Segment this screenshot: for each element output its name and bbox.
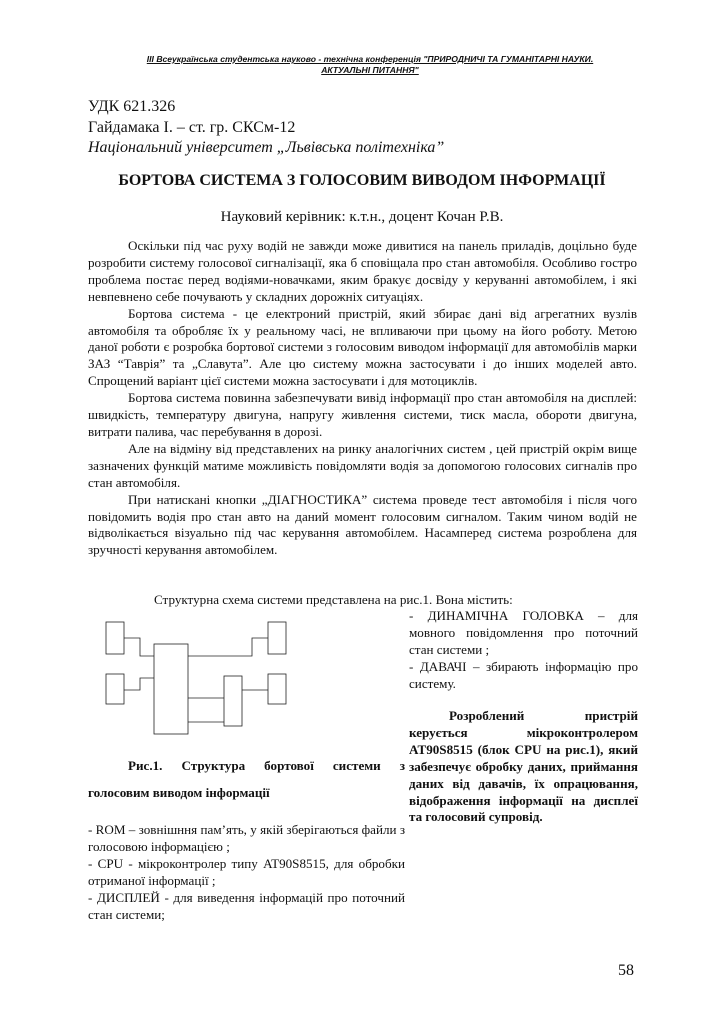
diagram-wire-bottom-left [124, 678, 154, 690]
author-line: Гайдамака І. – ст. гр. СКСм-12 [88, 119, 296, 136]
diagram-wire-top-left [124, 638, 154, 656]
left-list-item-3: - ДИСПЛЕЙ - для виведення інформацій про поточний стан системи; [88, 889, 405, 922]
left-list-item-2: - CPU - мікроконтролер типу AT90S8515, для обробки отриманої інформації ; [88, 855, 405, 888]
caption-line-2: голосовим виводом інформації [88, 785, 270, 800]
page-number: 58 [618, 962, 634, 979]
body-text [88, 238, 637, 559]
right-list [409, 608, 638, 693]
paragraph-3: Бортова система повинна забезпечувати вивід інформації про стан автомобіля на дисплей: швидкість, температуру двигуна, напругу живлення системи, тиск масла, обороти двигуна, витрати палива, час перебування в дорозі. [88, 390, 637, 439]
diagram-block-top-right [268, 622, 286, 654]
diagram-wire-top-right [188, 638, 268, 656]
supervisor-line: Науковий керівник: к.т.н., доцент Кочан Р.В. [220, 209, 504, 225]
developed-device-text [409, 708, 638, 826]
caption-line-1: Рис.1. Структура бортової системи з [128, 758, 405, 773]
left-list [88, 822, 405, 923]
figure-caption [88, 754, 405, 804]
header-line-2: АКТУАЛЬНІ ПИТАННЯ" [321, 65, 419, 75]
diagram-block-bottom-right [268, 674, 286, 704]
udk-code: УДК 621.326 [88, 98, 176, 115]
diagram-block-top-left [106, 622, 124, 654]
paragraph-4: Але на відміну від представлених на ринку аналогічних систем , цей пристрій окрім вище зазначених функцій матиме можливість повідомляти водія за допомогою голосових сигналів про стан автомобіля. [88, 440, 637, 490]
paragraph-1: Оскільки під час руху водій не завжди може дивитися на панель приладів, доцільно буде розробити систему голосової сигналізації, яка б сповіщала про стан автомобіля. Особливо гостро проблема постає перед водіями-новачками, яким бракує досвіду у керуванні автомобілем, і які невпевнено себе почувають у складних дорожніх ситуаціях. [88, 238, 637, 304]
university-line: Національний університет „Львівська політехніка” [88, 139, 445, 156]
developed-paragraph: Розроблений пристрій керується мікроконтролером AT90S8515 (блок CPU на рис.1), який забезпечує обробку даних, приймання даних від давачів, їх опрацювання, відображення інформації на дисплеї та голосовий супровід. [409, 708, 638, 825]
diagram-block-center [154, 644, 188, 734]
right-list-item-1: - ДИНАМІЧНА ГОЛОВКА – для мовного повідомлення про поточний стан системи ; [409, 608, 638, 657]
paragraph-2: Бортова система - це електроний пристрій, який збирає дані від агрегатних вузлів автомобіля та обробляє їх у реальному часі, не впливаючи при цьому на його роботу. Метою даної роботи є розробка бортової системи з голосовим виводом інформації для автомобілів марки ЗАЗ “Таврія” та „Славута”. Але цю систему можна застосувати і до інших моделей авто. Спрощений варіант цієї системи можна застосувати і для мотоциклів. [88, 305, 637, 389]
paper-title: БОРТОВА СИСТЕМА З ГОЛОСОВИМ ВИВОДОМ ІНФОРМАЦІЇ [118, 172, 606, 189]
diagram-block-bottom-left [106, 674, 124, 704]
header-line-1: ІІІ Всеукраїнська студентська науково - технічна конференція "ПРИРОДНИЧІ ТА ГУМАНІТАРНІ НАУКИ. [146, 54, 594, 64]
right-list-item-2: - ДАВАЧІ – збирають інформацію про систему. [409, 658, 638, 691]
structure-diagram [100, 618, 300, 738]
left-list-item-1: - ROM – зовнішння пам’ять, у якій зберігаються файли з голосовою інформацією ; [88, 822, 405, 854]
diagram-block-right [224, 676, 242, 726]
paragraph-5: При натискані кнопки „ДІАГНОСТИКА” система проведе тест автомобіля і після чого повідомить водія про стан авто на даний момент голосовим сигналом. Таким чином водій не відволікається візуально під час керування автомобілем. Насамперед система розроблена для зручності керування автомобілем. [88, 491, 637, 558]
structure-intro: Структурна схема системи представлена на рис.1. Вона містить: [154, 592, 513, 607]
conference-header [80, 54, 660, 76]
